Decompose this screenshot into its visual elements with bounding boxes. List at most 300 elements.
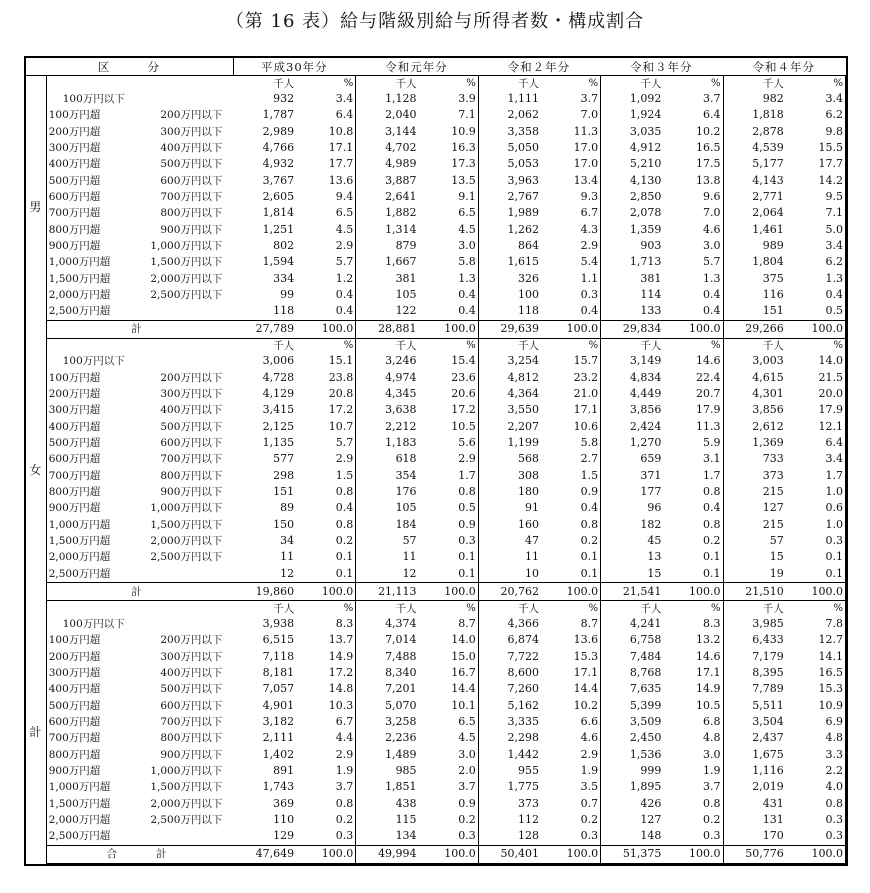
income-band <box>46 697 233 713</box>
count-cell: 1,369 <box>752 436 784 450</box>
pct-cell: 14.8 <box>300 681 356 697</box>
count-cell: 4,728 <box>262 370 295 384</box>
count-cell: 8,768 <box>629 665 662 679</box>
pct-cell: 14.9 <box>667 681 723 697</box>
count-cell: 4,812 <box>507 370 539 384</box>
count-cell: 438 <box>395 796 417 810</box>
pct-cell: 23.8 <box>300 370 356 386</box>
band-upper: 300万円以下 <box>160 650 223 663</box>
unit-count-label: 千人 <box>640 602 662 615</box>
unit-pct-label: % <box>667 338 723 353</box>
band-lower: 300万円超 <box>48 141 101 154</box>
count-cell: 7,179 <box>752 649 784 663</box>
income-band-text <box>49 288 231 302</box>
income-band <box>46 566 233 583</box>
count-cell: 8,395 <box>752 665 784 679</box>
pct-cell: 0.8 <box>300 517 356 533</box>
count-cell: 3,963 <box>507 173 539 187</box>
pct-cell: 7.0 <box>667 205 723 221</box>
count-cell: 3,504 <box>752 714 784 728</box>
pct-cell: 5.7 <box>300 435 356 451</box>
count-cell: 1,594 <box>262 255 295 269</box>
count-cell: 2,064 <box>752 206 784 220</box>
year-header: 令和３年分 <box>601 58 723 76</box>
count-cell: 903 <box>640 238 662 252</box>
count-cell: 2,062 <box>507 108 539 122</box>
pct-cell: 1.9 <box>545 763 601 779</box>
total-count-cell: 50,776 <box>723 845 790 864</box>
pct-cell: 3.0 <box>667 238 723 254</box>
pct-cell: 0.1 <box>300 566 356 583</box>
pct-cell: 0.8 <box>667 795 723 811</box>
pct-cell: 6.9 <box>790 714 846 730</box>
pct-cell: 15.7 <box>545 353 601 369</box>
pct-cell: 13.8 <box>667 172 723 188</box>
table-row <box>26 156 846 172</box>
count-cell: 8,181 <box>262 665 295 679</box>
pct-cell: 16.5 <box>667 140 723 156</box>
count-cell: 7,201 <box>385 682 417 696</box>
income-band <box>46 549 233 565</box>
pct-cell: 0.4 <box>667 500 723 516</box>
count-cell: 2,207 <box>507 419 539 433</box>
count-cell: 1,818 <box>752 108 784 122</box>
year-header: 令和元年分 <box>356 58 478 76</box>
income-band <box>46 303 233 320</box>
pct-cell: 6.5 <box>423 714 479 730</box>
count-cell: 381 <box>395 271 417 285</box>
band-lower: 2,500万円超 <box>48 830 111 843</box>
pct-cell: 15.1 <box>300 353 356 369</box>
count-cell: 1,882 <box>385 206 417 220</box>
count-cell: 3,335 <box>507 714 539 728</box>
pct-cell: 0.4 <box>423 287 479 303</box>
unit-count-label: 千人 <box>517 340 539 353</box>
pct-cell: 1.3 <box>790 270 846 286</box>
count-cell: 1,128 <box>385 91 417 105</box>
table-row <box>26 500 846 516</box>
income-band <box>46 402 233 418</box>
pct-cell: 1.3 <box>667 270 723 286</box>
pct-cell: 0.9 <box>423 795 479 811</box>
count-cell: 3,358 <box>507 124 539 138</box>
count-cell: 7,789 <box>752 682 784 696</box>
income-band <box>46 500 233 516</box>
count-cell: 3,149 <box>629 354 662 368</box>
band-lower: 800万円超 <box>48 748 101 761</box>
pct-cell: 9.4 <box>300 189 356 205</box>
income-band <box>46 91 233 107</box>
band-lower: 300万円超 <box>48 666 101 679</box>
pct-cell: 4.0 <box>790 779 846 795</box>
band-upper: 1,500万円以下 <box>150 781 223 794</box>
pct-cell: 14.9 <box>300 648 356 664</box>
band-upper: 1,500万円以下 <box>150 518 223 531</box>
pct-cell: 0.4 <box>790 287 846 303</box>
pct-cell: 2.0 <box>423 763 479 779</box>
table-row <box>26 303 846 320</box>
table-row <box>26 221 846 237</box>
count-cell: 110 <box>273 812 295 826</box>
band-upper: 500万円以下 <box>160 158 223 171</box>
unit-count-label: 千人 <box>273 77 295 90</box>
income-band-text <box>49 190 231 204</box>
band-upper: 200万円以下 <box>160 371 223 384</box>
count-cell: 4,834 <box>629 370 662 384</box>
pct-cell: 13.6 <box>545 632 601 648</box>
table-row <box>26 730 846 746</box>
income-band <box>46 270 233 286</box>
pct-cell: 0.8 <box>790 795 846 811</box>
table-row <box>26 107 846 123</box>
count-cell: 4,615 <box>752 370 784 384</box>
count-cell: 4,539 <box>752 140 784 154</box>
total-pct-cell: 100.0 <box>423 845 479 864</box>
table-row <box>26 746 846 762</box>
income-band <box>46 287 233 303</box>
pct-cell: 10.2 <box>667 123 723 139</box>
count-cell: 1,199 <box>507 436 539 450</box>
pct-cell: 4.3 <box>545 221 601 237</box>
count-cell: 4,449 <box>629 387 662 401</box>
band-upper: 800万円以下 <box>160 469 223 482</box>
pct-cell: 15.0 <box>423 648 479 664</box>
table-row <box>26 681 846 697</box>
count-cell: 150 <box>273 517 295 531</box>
count-cell: 34 <box>280 534 295 548</box>
income-band <box>46 221 233 237</box>
band-lower: 100万円超 <box>48 109 101 122</box>
pct-cell: 5.7 <box>667 254 723 270</box>
income-band <box>46 435 233 451</box>
count-cell: 1,442 <box>507 747 539 761</box>
pct-cell: 17.7 <box>790 156 846 172</box>
band-lower: 2,500万円超 <box>48 567 111 580</box>
pct-cell: 13.2 <box>667 632 723 648</box>
band-upper: 1,000万円以下 <box>150 239 223 252</box>
band-spacer <box>46 601 233 616</box>
income-band-text <box>49 223 231 237</box>
income-band <box>46 763 233 779</box>
total-pct-cell: 100.0 <box>667 320 723 338</box>
income-band-text <box>49 682 231 696</box>
table-row <box>26 533 846 549</box>
income-band <box>46 172 233 188</box>
count-cell: 1,461 <box>752 222 784 236</box>
unit-pct-label: % <box>667 601 723 616</box>
band-lower: 200万円超 <box>48 388 101 401</box>
count-cell: 3,415 <box>262 403 295 417</box>
total-count-cell: 21,541 <box>601 583 668 601</box>
band-upper: 700万円以下 <box>160 715 223 728</box>
income-band <box>46 828 233 845</box>
count-cell: 176 <box>395 485 417 499</box>
pct-cell: 8.3 <box>300 616 356 632</box>
pct-cell: 0.8 <box>300 484 356 500</box>
pct-cell: 0.1 <box>545 549 601 565</box>
count-cell: 7,014 <box>385 633 417 647</box>
table-row <box>26 714 846 730</box>
table-row <box>26 665 846 681</box>
pct-cell: 0.3 <box>300 828 356 845</box>
income-band-text <box>49 699 231 713</box>
table-row <box>26 632 846 648</box>
count-cell: 4,901 <box>262 698 295 712</box>
pct-cell: 0.4 <box>300 303 356 320</box>
pct-cell: 13.4 <box>545 172 601 188</box>
unit-pct-label: % <box>300 338 356 353</box>
income-band <box>46 238 233 254</box>
count-cell: 2,111 <box>262 731 295 745</box>
count-cell: 116 <box>762 287 784 301</box>
pct-cell: 2.9 <box>300 451 356 467</box>
count-cell: 127 <box>640 812 662 826</box>
count-cell: 1,116 <box>752 763 784 777</box>
table-row <box>26 123 846 139</box>
count-cell: 7,484 <box>629 649 662 663</box>
count-cell: 2,019 <box>752 780 784 794</box>
table-row <box>26 468 846 484</box>
pct-cell: 0.4 <box>545 500 601 516</box>
year-header: 平成30年分 <box>233 58 355 76</box>
pct-cell: 2.9 <box>545 746 601 762</box>
pct-cell: 0.1 <box>790 566 846 583</box>
band-upper: 400万円以下 <box>160 141 223 154</box>
income-band <box>46 123 233 139</box>
pct-cell: 0.2 <box>300 533 356 549</box>
pct-cell: 3.7 <box>545 91 601 107</box>
count-cell: 7,260 <box>507 682 539 696</box>
count-cell: 2,771 <box>752 189 784 203</box>
pct-cell: 4.6 <box>667 221 723 237</box>
count-cell: 4,932 <box>262 157 295 171</box>
income-band-text <box>49 255 231 269</box>
count-cell: 1,402 <box>262 747 295 761</box>
count-cell: 91 <box>524 501 539 515</box>
pct-cell: 4.8 <box>667 730 723 746</box>
band-upper: 600万円以下 <box>160 699 223 712</box>
income-band-text <box>49 206 231 220</box>
count-cell: 1,775 <box>507 780 539 794</box>
count-cell: 879 <box>395 238 417 252</box>
count-cell: 13 <box>647 550 662 564</box>
income-band-text <box>49 797 231 811</box>
pct-cell: 17.1 <box>545 665 601 681</box>
count-cell: 215 <box>762 517 784 531</box>
pct-cell: 11.3 <box>545 123 601 139</box>
pct-cell: 1.9 <box>667 763 723 779</box>
pct-cell: 15.5 <box>790 140 846 156</box>
table-row <box>26 779 846 795</box>
count-cell: 134 <box>395 829 417 843</box>
pct-cell: 0.7 <box>545 795 601 811</box>
band-lower: 700万円超 <box>48 207 101 220</box>
count-cell: 127 <box>762 501 784 515</box>
pct-cell: 20.6 <box>423 386 479 402</box>
count-cell: 4,766 <box>262 140 295 154</box>
income-band <box>46 795 233 811</box>
unit-pct-label: % <box>545 338 601 353</box>
count-cell: 4,974 <box>385 370 417 384</box>
band-upper: 1,000万円以下 <box>150 502 223 515</box>
pct-cell: 0.2 <box>545 812 601 828</box>
count-cell: 6,874 <box>507 633 539 647</box>
count-cell: 2,850 <box>629 189 662 203</box>
count-cell: 802 <box>273 238 295 252</box>
pct-cell: 7.8 <box>790 616 846 632</box>
unit-pct-label: % <box>545 76 601 91</box>
pct-cell: 5.8 <box>545 435 601 451</box>
band-lower: 400万円超 <box>48 683 101 696</box>
income-band-text <box>49 239 231 253</box>
unit-count-label: 千人 <box>273 602 295 615</box>
count-cell: 57 <box>402 534 417 548</box>
pct-cell: 0.2 <box>300 812 356 828</box>
count-cell: 57 <box>769 534 784 548</box>
kubun-header: 区 分 <box>26 58 233 76</box>
count-cell: 131 <box>762 812 784 826</box>
pct-cell: 2.9 <box>423 451 479 467</box>
pct-cell: 21.0 <box>545 386 601 402</box>
table-row <box>26 370 846 386</box>
table-row <box>26 419 846 435</box>
band-upper: 500万円以下 <box>160 683 223 696</box>
count-cell: 7,488 <box>385 649 417 663</box>
pct-cell: 17.1 <box>300 140 356 156</box>
pct-cell: 15.4 <box>423 353 479 369</box>
pct-cell: 3.9 <box>423 91 479 107</box>
count-cell: 2,040 <box>385 108 417 122</box>
count-cell: 1,787 <box>262 108 295 122</box>
pct-cell: 17.9 <box>667 402 723 418</box>
pct-cell: 13.5 <box>423 172 479 188</box>
band-lower: 200万円超 <box>48 650 101 663</box>
pct-cell: 3.7 <box>667 91 723 107</box>
income-band-text <box>49 780 231 794</box>
count-cell: 1,314 <box>385 222 417 236</box>
unit-count-label: 千人 <box>762 77 784 90</box>
total-pct-cell: 100.0 <box>790 845 846 864</box>
pct-cell: 22.4 <box>667 370 723 386</box>
count-cell: 2,989 <box>262 124 295 138</box>
section-label: 計 <box>26 601 46 864</box>
total-count-cell: 29,639 <box>478 320 545 338</box>
pct-cell: 15.3 <box>545 648 601 664</box>
income-band <box>46 616 233 632</box>
count-cell: 122 <box>395 304 417 318</box>
income-band <box>46 205 233 221</box>
band-lower: 200万円超 <box>48 125 101 138</box>
count-cell: 369 <box>273 796 295 810</box>
pct-cell: 2.9 <box>300 746 356 762</box>
count-cell: 133 <box>640 304 662 318</box>
unit-pct-label: % <box>545 601 601 616</box>
income-band-text <box>49 371 231 385</box>
count-cell: 2,767 <box>507 189 539 203</box>
pct-cell: 8.7 <box>423 616 479 632</box>
unit-pct-label: % <box>790 76 846 91</box>
income-band-text <box>49 452 231 466</box>
count-cell: 2,641 <box>385 189 417 203</box>
income-band-text <box>49 518 231 532</box>
unit-count-label: 千人 <box>517 602 539 615</box>
count-cell: 105 <box>395 287 417 301</box>
band-lower: 2,000万円超 <box>48 288 111 301</box>
band-upper: 600万円以下 <box>160 174 223 187</box>
pct-cell: 9.5 <box>790 189 846 205</box>
pct-cell: 6.4 <box>300 107 356 123</box>
count-cell: 151 <box>762 304 784 318</box>
count-cell: 99 <box>280 287 295 301</box>
count-cell: 3,144 <box>385 124 417 138</box>
count-cell: 1,667 <box>385 255 417 269</box>
count-cell: 118 <box>273 304 295 318</box>
count-cell: 3,035 <box>629 124 662 138</box>
income-band-text <box>49 567 231 581</box>
count-cell: 1,135 <box>262 436 295 450</box>
count-cell: 932 <box>273 91 295 105</box>
table-row <box>26 353 846 369</box>
table-row <box>26 763 846 779</box>
income-band-text <box>49 550 231 564</box>
income-band-text <box>49 125 231 139</box>
pct-cell: 3.4 <box>300 91 356 107</box>
pct-cell: 0.3 <box>545 828 601 845</box>
count-cell: 11 <box>402 550 417 564</box>
count-cell: 3,254 <box>507 354 539 368</box>
pct-cell: 1.7 <box>790 468 846 484</box>
pct-cell: 0.9 <box>545 484 601 500</box>
pct-cell: 5.6 <box>423 435 479 451</box>
income-band-text <box>49 387 231 401</box>
count-cell: 3,638 <box>385 403 417 417</box>
income-band-text <box>49 764 231 778</box>
count-cell: 5,050 <box>507 140 539 154</box>
pct-cell: 0.4 <box>545 303 601 320</box>
pct-cell: 16.5 <box>790 665 846 681</box>
pct-cell: 8.7 <box>545 616 601 632</box>
count-cell: 105 <box>395 501 417 515</box>
pct-cell: 15.3 <box>790 681 846 697</box>
pct-cell: 1.2 <box>300 270 356 286</box>
income-band <box>46 107 233 123</box>
pct-cell: 8.3 <box>667 616 723 632</box>
count-cell: 1,251 <box>262 222 295 236</box>
income-band <box>46 451 233 467</box>
pct-cell: 0.2 <box>667 533 723 549</box>
pct-cell: 17.2 <box>300 665 356 681</box>
total-count-cell: 29,266 <box>723 320 790 338</box>
band-upper: 200万円以下 <box>160 109 223 122</box>
count-cell: 4,301 <box>752 387 784 401</box>
band-lower: 400万円超 <box>48 158 101 171</box>
count-cell: 1,814 <box>262 206 295 220</box>
table-row <box>26 828 846 845</box>
income-band-text <box>49 141 231 155</box>
count-cell: 2,605 <box>262 189 295 203</box>
count-cell: 114 <box>640 287 662 301</box>
band-upper: 700万円以下 <box>160 190 223 203</box>
table-row <box>26 484 846 500</box>
total-count-cell: 28,881 <box>356 320 423 338</box>
count-cell: 985 <box>395 763 417 777</box>
count-cell: 12 <box>280 566 295 580</box>
pct-cell: 11.3 <box>667 419 723 435</box>
band-upper: 900万円以下 <box>160 748 223 761</box>
band-lower: 900万円超 <box>48 239 101 252</box>
total-row <box>26 845 846 864</box>
pct-cell: 0.3 <box>790 533 846 549</box>
